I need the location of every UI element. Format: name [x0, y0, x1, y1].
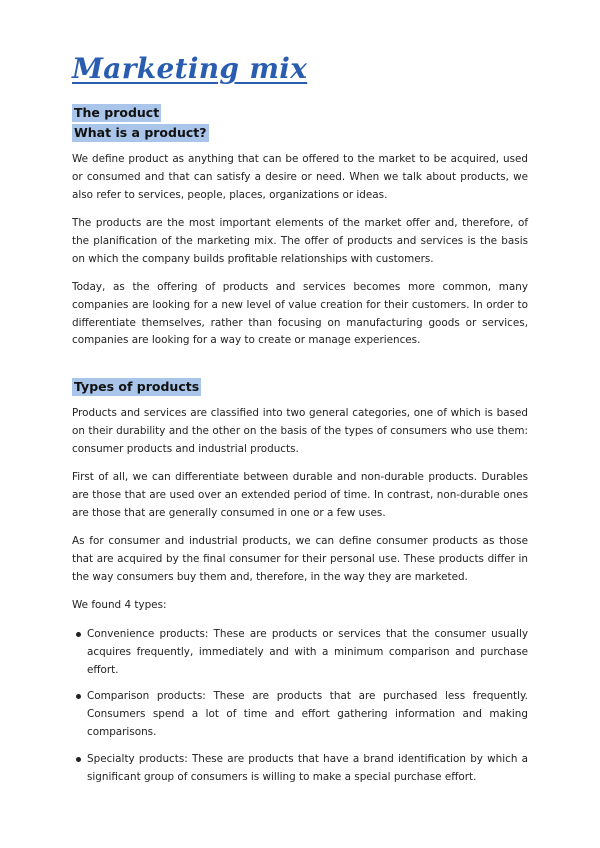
bullet-icon: [76, 632, 81, 637]
subheading-what-is-product: What is a product?: [74, 125, 207, 140]
list-item-text: Specialty products: These are products that have a brand identification by which a significant group of consumers is willing to make a special purchase effort.: [87, 753, 528, 783]
paragraph: The products are the most important elements of the market offer and, therefore, of the planification of the marketing mix. The offer of products and services is the basis on which the company builds profitable relationships with customers.: [72, 217, 528, 265]
paragraph: First of all, we can differentiate between durable and non-durable products. Durables are those that are used over an extended period of time. In contrast, non-durable ones are those that are generally consumed in one or a few uses.: [72, 471, 528, 519]
paragraph: We found 4 types:: [72, 599, 167, 611]
bullet-icon: [76, 694, 81, 699]
paragraph: Products and services are classified into two general categories, one of which is based on their durability and the other on the basis of the types of consumers who use them: consumer products and industrial products.: [72, 407, 528, 455]
list-item-text: Convenience products: These are products or services that the consumer usually acquires frequently, immediately and with a minimum comparison and purchase effort.: [87, 628, 528, 676]
list-item-text: Comparison products: These are products that are purchased less frequently. Consumers spend a lot of time and effort gathering information and making comparisons.: [87, 690, 528, 738]
bullet-icon: [76, 757, 81, 762]
paragraph: Today, as the offering of products and services becomes more common, many companies are looking for a new level of value creation for their customers. In order to differentiate themselves, rather than focusing on manufacturing goods or services, companies are looking for a way to create or manage experiences.: [72, 281, 528, 347]
paragraph: As for consumer and industrial products, we can define consumer products as those that are acquired by the final consumer for their personal use. These products differ in the way consumers buy them and, therefore, in the way they are marketed.: [72, 535, 528, 583]
paragraph: We define product as anything that can be offered to the market to be acquired, used or consumed and that can satisfy a desire or need. When we talk about products, we also refer to services, people, places, organizations or ideas.: [72, 153, 528, 201]
section-heading-product: The product: [74, 105, 160, 120]
document-title: Marketing mix: [72, 52, 308, 85]
section-heading-types: Types of products: [74, 379, 200, 394]
